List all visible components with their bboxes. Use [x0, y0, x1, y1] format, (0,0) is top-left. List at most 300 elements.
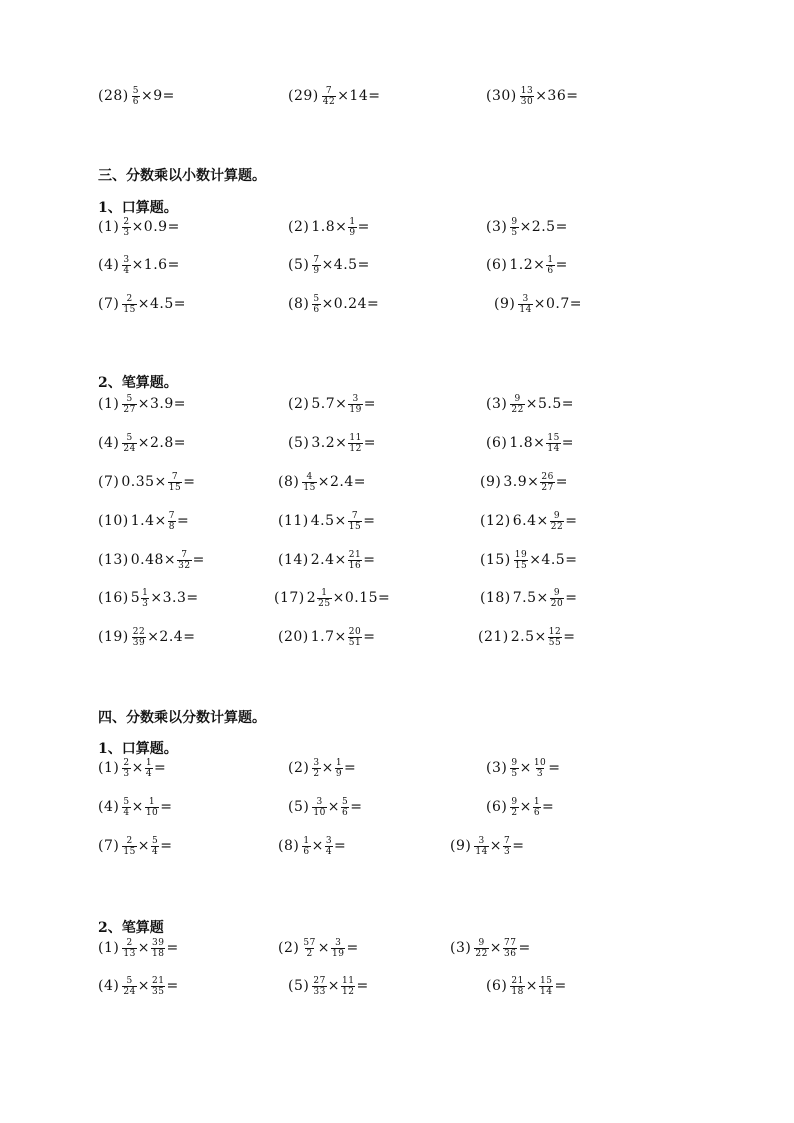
- problem-item: [486, 212, 568, 242]
- numerator: 11: [349, 432, 362, 443]
- denominator: 20: [550, 598, 564, 609]
- problem-number: (17): [274, 590, 305, 606]
- problem-item: [288, 289, 379, 319]
- fraction: [550, 511, 564, 532]
- expression-text: =: [363, 629, 376, 645]
- numerator: 5: [313, 293, 320, 304]
- denominator: 33: [313, 986, 326, 997]
- problem-row: [0, 506, 794, 536]
- numerator: 1: [335, 757, 343, 768]
- numerator: 7: [504, 835, 511, 846]
- expression-text: =: [565, 590, 578, 606]
- problem-number: (8): [278, 474, 300, 490]
- fraction: [548, 627, 562, 648]
- fraction: [503, 836, 511, 857]
- problem-number: (9): [494, 296, 516, 312]
- fraction: [168, 472, 182, 493]
- problem-number: (20): [278, 629, 309, 645]
- expression-text: =: [166, 940, 179, 956]
- problem-number: (4): [98, 978, 120, 994]
- problem-number: (9): [480, 474, 502, 490]
- expression-text: 0.48×: [130, 552, 177, 568]
- expression-text: 5.7×: [311, 396, 348, 412]
- problem-item: [486, 81, 578, 111]
- numerator: 3: [522, 293, 529, 304]
- expression-text: ×14=: [337, 88, 381, 104]
- problem-row: [0, 428, 794, 458]
- numerator: 3: [325, 835, 333, 846]
- expression-text: 2.4×: [310, 552, 347, 568]
- expression-text: =: [363, 396, 377, 412]
- fraction: [312, 294, 320, 315]
- problem-item: [288, 389, 376, 419]
- whole-part: 5: [130, 590, 141, 606]
- denominator: 35: [152, 986, 165, 997]
- denominator: 9: [349, 227, 356, 238]
- numerator: 13: [520, 85, 534, 96]
- fraction: [341, 976, 355, 997]
- denominator: 30: [520, 96, 534, 107]
- numerator: 7: [181, 549, 188, 560]
- fraction: [122, 217, 130, 238]
- problem-item: [98, 971, 179, 1001]
- problem-item: [98, 212, 180, 242]
- expression-text: 6.4×: [512, 513, 549, 529]
- fraction: [312, 758, 320, 779]
- problem-item: [98, 622, 195, 652]
- numerator: 20: [348, 626, 362, 637]
- problem-item: [98, 250, 180, 280]
- problem-item: [98, 428, 186, 458]
- fraction: [540, 472, 554, 493]
- fraction: [331, 938, 345, 959]
- problem-row: [0, 831, 794, 861]
- fraction: [510, 797, 518, 818]
- problem-row: [0, 212, 794, 242]
- problem-row: [0, 622, 794, 652]
- denominator: 9: [313, 265, 320, 276]
- denominator: 14: [540, 986, 553, 997]
- problem-number: (19): [98, 629, 129, 645]
- fraction: [151, 938, 165, 959]
- section-heading: 2、笔算题。: [98, 375, 178, 391]
- problem-number: (9): [450, 838, 472, 854]
- problem-item: [480, 467, 568, 497]
- fraction: [335, 758, 343, 779]
- expression-text: ×: [311, 838, 324, 854]
- expression-text: 4.5×: [310, 513, 347, 529]
- expression-text: ×: [519, 799, 532, 815]
- fraction: [348, 511, 362, 532]
- numerator: 4: [306, 471, 313, 482]
- problem-item: [288, 428, 376, 458]
- numerator: 22: [132, 626, 146, 637]
- denominator: 22: [475, 948, 488, 959]
- expression-text: =: [334, 838, 347, 854]
- numerator: 7: [171, 471, 179, 482]
- problem-item: [480, 506, 577, 536]
- expression-text: =: [154, 760, 167, 776]
- expression-text: ×: [519, 760, 532, 776]
- numerator: 3: [123, 254, 130, 265]
- denominator: 15: [514, 560, 528, 571]
- denominator: 32: [178, 560, 191, 571]
- numerator: 3: [313, 757, 320, 768]
- fraction: [122, 255, 130, 276]
- numerator: 10: [533, 757, 547, 768]
- numerator: 1: [533, 796, 541, 807]
- problem-item: [278, 933, 359, 963]
- expression-text: ×2.8=: [137, 435, 187, 451]
- problem-number: (29): [288, 88, 319, 104]
- denominator: 15: [123, 846, 136, 857]
- problem-item: [98, 545, 205, 575]
- expression-text: ×1.6=: [131, 257, 180, 273]
- problem-item: [288, 753, 356, 783]
- denominator: 39: [132, 637, 146, 648]
- problem-number: (7): [98, 474, 120, 490]
- problem-item: [288, 792, 363, 822]
- expression-text: =: [192, 552, 205, 568]
- fraction: [546, 433, 560, 454]
- denominator: 4: [123, 807, 130, 818]
- section-heading: 三、分数乘以小数计算题。: [98, 168, 266, 184]
- problem-item: [98, 583, 199, 613]
- denominator: 3: [123, 227, 130, 238]
- expression-text: ×2.4=: [147, 629, 196, 645]
- problem-number: (2): [288, 219, 310, 235]
- fraction: [348, 550, 362, 571]
- denominator: 15: [168, 482, 182, 493]
- denominator: 51: [348, 637, 362, 648]
- denominator: 15: [348, 521, 362, 532]
- problem-item: [478, 622, 575, 652]
- fraction: [151, 836, 159, 857]
- expression-text: =: [183, 474, 196, 490]
- expression-text: 7.5×: [512, 590, 549, 606]
- fraction: [122, 836, 136, 857]
- denominator: 5: [511, 768, 518, 779]
- numerator: 27: [313, 975, 326, 986]
- fraction: [122, 797, 130, 818]
- denominator: 27: [123, 404, 136, 415]
- expression-text: 1.2×: [509, 257, 546, 273]
- denominator: 18: [511, 986, 524, 997]
- expression-text: 2.5×: [510, 629, 547, 645]
- denominator: 6: [132, 96, 139, 107]
- fraction: [302, 938, 316, 959]
- fraction: [325, 836, 333, 857]
- numerator: 2: [123, 757, 130, 768]
- problem-number: (5): [288, 435, 310, 451]
- denominator: 4: [123, 265, 130, 276]
- problem-row: [0, 389, 794, 419]
- fraction: [520, 86, 534, 107]
- problem-row: [0, 467, 794, 497]
- fraction: [122, 433, 136, 454]
- expression-text: =: [363, 513, 376, 529]
- fraction: [302, 836, 310, 857]
- denominator: 12: [349, 443, 362, 454]
- problem-number: (12): [480, 513, 511, 529]
- numerator: 7: [168, 510, 175, 521]
- fraction: [312, 976, 326, 997]
- numerator: 5: [126, 975, 133, 986]
- numerator: 1: [145, 757, 153, 768]
- problem-number: (8): [288, 296, 310, 312]
- denominator: 13: [123, 948, 136, 959]
- expression-text: ×: [489, 940, 503, 956]
- denominator: 15: [123, 304, 136, 315]
- numerator: 2: [126, 937, 133, 948]
- numerator: 5: [123, 796, 130, 807]
- problem-number: (21): [478, 629, 509, 645]
- problem-item: [98, 831, 173, 861]
- problem-row: [0, 545, 794, 575]
- expression-text: ×0.9=: [131, 219, 180, 235]
- denominator: 5: [511, 227, 518, 238]
- problem-number: (3): [486, 219, 508, 235]
- problem-number: (30): [486, 88, 517, 104]
- numerator: 1: [142, 587, 149, 598]
- problem-item: [450, 933, 531, 963]
- problem-item: [486, 971, 567, 1001]
- expression-text: =: [350, 799, 363, 815]
- denominator: 12: [342, 986, 355, 997]
- expression-text: =: [346, 940, 359, 956]
- expression-text: =: [555, 257, 568, 273]
- expression-text: =: [548, 760, 561, 776]
- expression-text: 1.4×: [130, 513, 167, 529]
- fraction: [122, 294, 136, 315]
- expression-text: ×4.5=: [529, 552, 578, 568]
- numerator: 21: [152, 975, 165, 986]
- expression-text: ×2.5=: [519, 219, 568, 235]
- expression-text: ×: [317, 940, 331, 956]
- numerator: 5: [342, 796, 349, 807]
- fraction: [348, 433, 362, 454]
- problem-row: [0, 933, 794, 963]
- expression-text: ×0.7=: [533, 296, 583, 312]
- section-heading: 四、分数乘以分数计算题。: [98, 710, 266, 726]
- fraction: [322, 86, 336, 107]
- problem-number: (10): [98, 513, 129, 529]
- fraction: [510, 394, 524, 415]
- problem-number: (11): [278, 513, 309, 529]
- expression-text: =: [561, 435, 575, 451]
- expression-text: ×: [327, 799, 341, 815]
- denominator: 6: [342, 807, 349, 818]
- expression-text: ×: [131, 799, 144, 815]
- whole-part: 2: [306, 590, 317, 606]
- problem-item: [480, 545, 577, 575]
- expression-text: =: [160, 838, 173, 854]
- problem-number: (15): [480, 552, 511, 568]
- numerator: 7: [325, 85, 333, 96]
- denominator: 16: [348, 560, 362, 571]
- expression-text: =: [176, 513, 190, 529]
- expression-text: ×0.15=: [332, 590, 391, 606]
- expression-text: =: [512, 838, 525, 854]
- problem-number: (13): [98, 552, 129, 568]
- expression-text: =: [344, 760, 357, 776]
- denominator: 19: [349, 404, 362, 415]
- fraction: [539, 976, 553, 997]
- denominator: 24: [123, 986, 136, 997]
- expression-text: =: [555, 474, 569, 490]
- numerator: 9: [511, 757, 518, 768]
- fraction: [145, 758, 153, 779]
- fraction: [302, 472, 316, 493]
- numerator: 57: [303, 937, 316, 948]
- problem-number: (3): [486, 760, 508, 776]
- numerator: 9: [511, 216, 518, 227]
- section-heading: 1、口算题。: [98, 200, 178, 216]
- problem-item: [288, 250, 370, 280]
- expression-text: ×36=: [535, 88, 579, 104]
- fraction: [317, 588, 331, 609]
- denominator: 6: [303, 846, 310, 857]
- problem-number: (6): [486, 799, 508, 815]
- denominator: 6: [547, 265, 554, 276]
- fraction: [132, 86, 140, 107]
- numerator: 1: [148, 796, 156, 807]
- problem-item: [98, 467, 195, 497]
- expression-text: =: [357, 219, 370, 235]
- fraction: [533, 797, 541, 818]
- problem-row: [0, 289, 794, 319]
- fraction: [341, 797, 349, 818]
- expression-text: =: [518, 940, 531, 956]
- problem-number: (1): [98, 396, 120, 412]
- numerator: 77: [504, 937, 517, 948]
- numerator: 9: [511, 796, 518, 807]
- fraction: [546, 255, 554, 276]
- expression-text: ×9=: [140, 88, 175, 104]
- problem-number: (4): [98, 257, 120, 273]
- denominator: 10: [145, 807, 159, 818]
- denominator: 19: [332, 948, 345, 959]
- expression-text: 1.8×: [311, 219, 348, 235]
- problem-row: [0, 792, 794, 822]
- fraction: [122, 976, 136, 997]
- problem-item: [278, 545, 375, 575]
- fraction: [510, 976, 524, 997]
- problem-row: [0, 583, 794, 613]
- problem-row: [0, 81, 794, 111]
- expression-text: =: [160, 799, 173, 815]
- problem-item: [278, 506, 375, 536]
- problem-number: (7): [98, 838, 120, 854]
- problem-number: (1): [98, 760, 120, 776]
- expression-text: ×4.5=: [321, 257, 370, 273]
- denominator: 24: [123, 443, 136, 454]
- numerator: 7: [313, 254, 320, 265]
- denominator: 22: [550, 521, 564, 532]
- fraction: [168, 511, 176, 532]
- problem-number: (6): [486, 978, 508, 994]
- denominator: 14: [519, 304, 532, 315]
- denominator: 22: [511, 404, 524, 415]
- problem-item: [450, 831, 525, 861]
- problem-item: [98, 389, 186, 419]
- numerator: 15: [547, 432, 560, 443]
- problem-item: [486, 753, 561, 783]
- expression-text: ×0.24=: [321, 296, 380, 312]
- denominator: 6: [533, 807, 541, 818]
- problem-item: [288, 81, 380, 111]
- denominator: 3: [504, 846, 511, 857]
- section-heading: 1、口算题。: [98, 741, 178, 757]
- fraction: [151, 976, 165, 997]
- fraction: [145, 797, 159, 818]
- numerator: 5: [132, 85, 139, 96]
- numerator: 1: [547, 254, 554, 265]
- problem-number: (2): [288, 760, 310, 776]
- expression-text: =: [565, 513, 578, 529]
- fraction: [122, 938, 136, 959]
- problem-number: (2): [288, 396, 310, 412]
- fraction: [141, 588, 149, 609]
- numerator: 2: [126, 293, 133, 304]
- problem-row: [0, 971, 794, 1001]
- problem-number: (6): [486, 435, 508, 451]
- denominator: 14: [475, 846, 488, 857]
- numerator: 26: [541, 471, 554, 482]
- numerator: 3: [316, 796, 323, 807]
- fraction: [132, 627, 146, 648]
- expression-text: 1.7×: [310, 629, 347, 645]
- denominator: 4: [145, 768, 153, 779]
- problem-number: (28): [98, 88, 129, 104]
- problem-number: (1): [98, 940, 120, 956]
- problem-item: [98, 753, 166, 783]
- numerator: 1: [349, 216, 356, 227]
- problem-row: [0, 753, 794, 783]
- denominator: 18: [152, 948, 165, 959]
- problem-item: [98, 81, 175, 111]
- numerator: 2: [123, 216, 130, 227]
- expression-text: ×: [137, 838, 151, 854]
- problem-item: [486, 250, 568, 280]
- expression-text: 1.8×: [509, 435, 546, 451]
- fraction: [122, 394, 136, 415]
- expression-text: 3.2×: [311, 435, 348, 451]
- expression-text: =: [363, 435, 377, 451]
- expression-text: ×5.5=: [525, 396, 575, 412]
- numerator: 15: [540, 975, 553, 986]
- mixed-number: [131, 588, 151, 609]
- denominator: 10: [313, 807, 326, 818]
- problem-item: [274, 583, 390, 613]
- numerator: 1: [321, 587, 328, 598]
- expression-text: ×3.3=: [150, 590, 199, 606]
- problem-number: (8): [278, 838, 300, 854]
- problem-item: [486, 792, 554, 822]
- problem-item: [98, 792, 173, 822]
- problem-item: [480, 583, 577, 613]
- problem-number: (3): [450, 940, 472, 956]
- expression-text: ×: [131, 760, 144, 776]
- expression-text: =: [554, 978, 567, 994]
- denominator: 42: [322, 96, 336, 107]
- expression-text: ×2.4=: [317, 474, 367, 490]
- expression-text: 0.35×: [121, 474, 167, 490]
- expression-text: =: [542, 799, 555, 815]
- problem-item: [98, 289, 186, 319]
- denominator: 2: [511, 807, 518, 818]
- numerator: 11: [342, 975, 355, 986]
